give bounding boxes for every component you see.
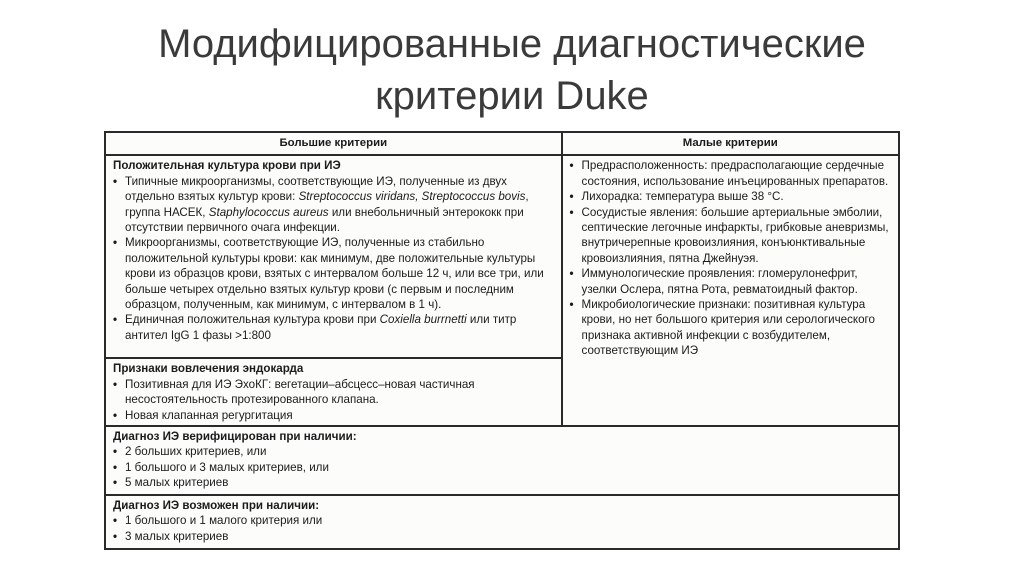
verified-diagnosis-item: • 5 малых критериев [113,475,892,490]
slide-title-line-2: критерии Duke [375,74,649,118]
criteria-table-image [104,131,900,549]
slide-title [0,18,1024,122]
minor-criteria-cell [562,155,899,426]
text-segment: или внебольничный энтерококк при отсутствии первичного очага инфекции. [125,205,524,235]
blood-culture-item [113,312,555,343]
verified-diagnosis-item: • 2 больших критериев, или [113,444,892,459]
text-segment: Типичные микроорганизмы, соответствующие ИЭ, полученные из двух отдельно взятых культур крови: [125,174,507,204]
blood-culture-list [113,174,555,343]
blood-culture-item [113,174,555,236]
endocard-item: • Новая клапанная регургитация [113,408,555,423]
minor-criteria-item: • Сосудистые явления: большие артериальные эмболии, септические легочные инфаркты, грибковые аневризмы, внутричерепные кровоизлияния, конъюнктивальные кровоизлияния, пятна Джейнуэя. [570,205,892,267]
text-segment: Единичная положительная культура крови при [125,313,380,327]
minor-criteria-item: • Иммунологические проявления: гломерулонефрит, узелки Ослера, пятна Рота, ревматоидный фактор. [570,266,892,297]
organism-name: Staphylococcus aureus [208,205,329,219]
minor-criteria-item: • Лихорадка: температура выше 38 °С. [570,189,892,204]
minor-criteria-item: • Микробиологические признаки: позитивная культура крови, но нет большого критерия или серологического признака активной инфекции с возбудителем, соответствующим ИЭ [570,297,892,359]
slide-title-line-1: Модифицированные диагностические [158,22,866,66]
minor-criteria-item: • Предрасположенность: предрасполагающие сердечные состояния, использование инъецированных препаратов. [570,158,892,189]
endocard-list [113,377,555,423]
blood-culture-item: • Микроорганизмы, соответствующие ИЭ, полученные из стабильно положительной культуры крови: как минимум, две положительные культуры крови из образцов крови, взятых с интервалом больше 12 ч, или все три, или больше четырех отдельно взятых культур крови (с первым и последним образцом, полученным, как минимум, с интервалом в 1 ч). [113,235,555,312]
text-segment: или титр антител IgG 1 фазы >1:800 [125,313,517,342]
minor-criteria-list [570,158,892,358]
organism-name: Streptococcus viridans, Streptococcus bovis [298,190,526,204]
endocard-cell [105,358,562,426]
blood-culture-cell [105,155,562,358]
minor-criteria-header: Малые критерии [562,132,899,155]
text-segment: , группа НАСЕК, [125,190,529,219]
verified-diagnosis-cell [105,426,899,495]
possible-diagnosis-item: • 1 большого и 1 малого критерия или [113,513,892,528]
blood-culture-heading: Положительная культура крови при ИЭ [113,159,341,173]
verified-diagnosis-heading: Диагноз ИЭ верифицирован при наличии: [113,430,357,444]
possible-diagnosis-item: • 3 малых критериев [113,529,892,544]
possible-diagnosis-cell [105,495,899,549]
endocard-item: • Позитивная для ИЭ ЭхоКГ: вегетации–абсцесс–новая частичная несостоятельность протезированного клапана. [113,377,555,408]
verified-diagnosis-item: • 1 большого и 3 малых критериев, или [113,460,892,475]
possible-diagnosis-list [113,513,892,544]
possible-diagnosis-heading: Диагноз ИЭ возможен при наличии: [113,499,320,513]
verified-diagnosis-list [113,444,892,490]
major-criteria-header: Большие критерии [105,132,562,155]
organism-name: Coxiella burrnetti [379,313,467,327]
endocard-heading: Признаки вовлечения эндокарда [113,362,304,376]
duke-criteria-table [104,131,900,550]
